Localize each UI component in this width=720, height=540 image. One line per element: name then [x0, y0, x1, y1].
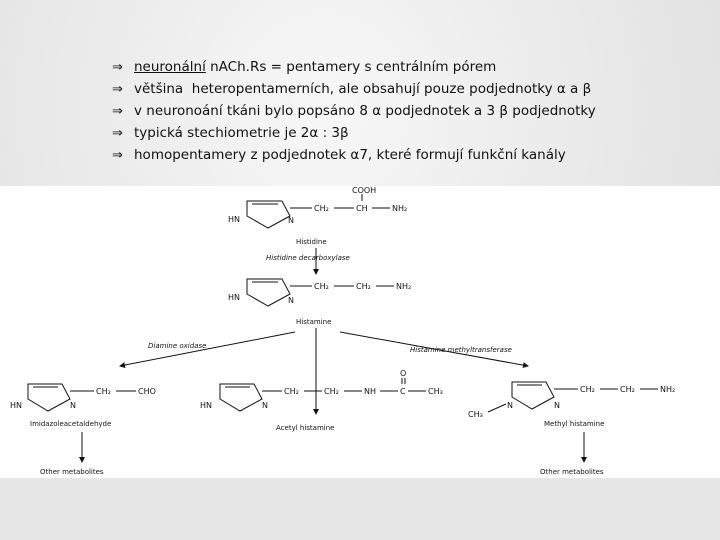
svg-text:O: O — [400, 369, 407, 378]
imidazoleacetaldehyde-structure — [10, 384, 156, 411]
svg-text:NH₂: NH₂ — [396, 282, 412, 291]
histamine-metabolism-diagram — [0, 186, 720, 478]
bullet-text: homopentamery z podjednotek α7, které formují funkční kanály — [134, 147, 566, 163]
svg-text:N: N — [70, 401, 76, 410]
svg-text:NH₂: NH₂ — [392, 204, 408, 213]
other-metabolites-right: Other metabolites — [540, 468, 604, 476]
svg-text:N: N — [262, 401, 268, 410]
histamine-structure — [228, 279, 411, 306]
bullet-text: typická stechiometrie je 2α : 3β — [134, 125, 349, 141]
svg-text:COOH: COOH — [352, 186, 377, 195]
pathway-svg — [0, 186, 720, 478]
svg-text:C: C — [400, 387, 406, 396]
arrow-diamine-oxidase — [120, 332, 295, 366]
other-metabolites-left: Other metabolites — [40, 468, 104, 476]
svg-text:HN: HN — [228, 215, 240, 224]
implies-arrow-icon: ⇒ — [112, 103, 123, 119]
svg-text:CH₃: CH₃ — [468, 410, 483, 419]
slide-footer-area — [0, 478, 720, 540]
svg-text:CH: CH — [356, 204, 368, 213]
svg-text:CH₂: CH₂ — [324, 387, 339, 396]
acetyl-histamine-structure — [200, 369, 443, 411]
bullet-item — [112, 100, 712, 122]
svg-text:N: N — [288, 216, 294, 225]
implies-arrow-icon: ⇒ — [112, 125, 123, 141]
svg-text:CH₃: CH₃ — [428, 387, 443, 396]
svg-text:N: N — [507, 401, 513, 410]
methyl-histamine-label: Methyl histamine — [544, 420, 605, 428]
implies-arrow-icon: ⇒ — [112, 147, 123, 163]
histamine-label: Histamine — [296, 318, 332, 326]
histidine-label: Histidine — [296, 238, 327, 246]
svg-text:NH₂: NH₂ — [660, 385, 676, 394]
imidazoleacetaldehyde-label: Imidazoleacetaldehyde — [30, 420, 112, 428]
svg-text:CHO: CHO — [138, 387, 156, 396]
implies-arrow-icon: ⇒ — [112, 59, 123, 75]
svg-text:CH₂: CH₂ — [580, 385, 595, 394]
enzyme-diamine-oxidase: Diamine oxidase — [148, 342, 207, 350]
bullet-underlined-term: neuronální — [134, 59, 206, 75]
bullet-item — [112, 78, 712, 100]
acetyl-histamine-label: Acetyl histamine — [276, 424, 335, 432]
methyl-histamine-structure — [468, 382, 675, 419]
implies-arrow-icon: ⇒ — [112, 81, 123, 97]
svg-text:HN: HN — [200, 401, 212, 410]
svg-text:CH₂: CH₂ — [314, 204, 329, 213]
svg-text:CH₂: CH₂ — [356, 282, 371, 291]
bullet-item — [112, 144, 712, 166]
svg-text:HN: HN — [10, 401, 22, 410]
enzyme-histamine-methyltransferase: Histamine methyltransferase — [410, 346, 512, 354]
svg-text:CH₂: CH₂ — [314, 282, 329, 291]
svg-text:N: N — [554, 401, 560, 410]
histidine-structure — [228, 186, 407, 228]
bullet-item — [112, 122, 712, 144]
bullet-text: nACh.Rs = pentamery s centrálním pórem — [205, 59, 497, 75]
svg-text:N: N — [288, 296, 294, 305]
bullet-item — [112, 56, 712, 78]
enzyme-histidine-decarboxylase: Histidine decarboxylase — [266, 254, 350, 262]
svg-text:NH: NH — [364, 387, 376, 396]
bullet-text: většina heteropentamerních, ale obsahují pouze podjednotky α a β — [134, 81, 592, 97]
bullet-list — [112, 56, 712, 166]
svg-text:CH₂: CH₂ — [284, 387, 299, 396]
svg-text:CH₂: CH₂ — [620, 385, 635, 394]
svg-text:CH₂: CH₂ — [96, 387, 111, 396]
svg-text:HN: HN — [228, 293, 240, 302]
bullet-text: v neuronoání tkáni bylo popsáno 8 α podjednotek a 3 β podjednotky — [134, 103, 596, 119]
